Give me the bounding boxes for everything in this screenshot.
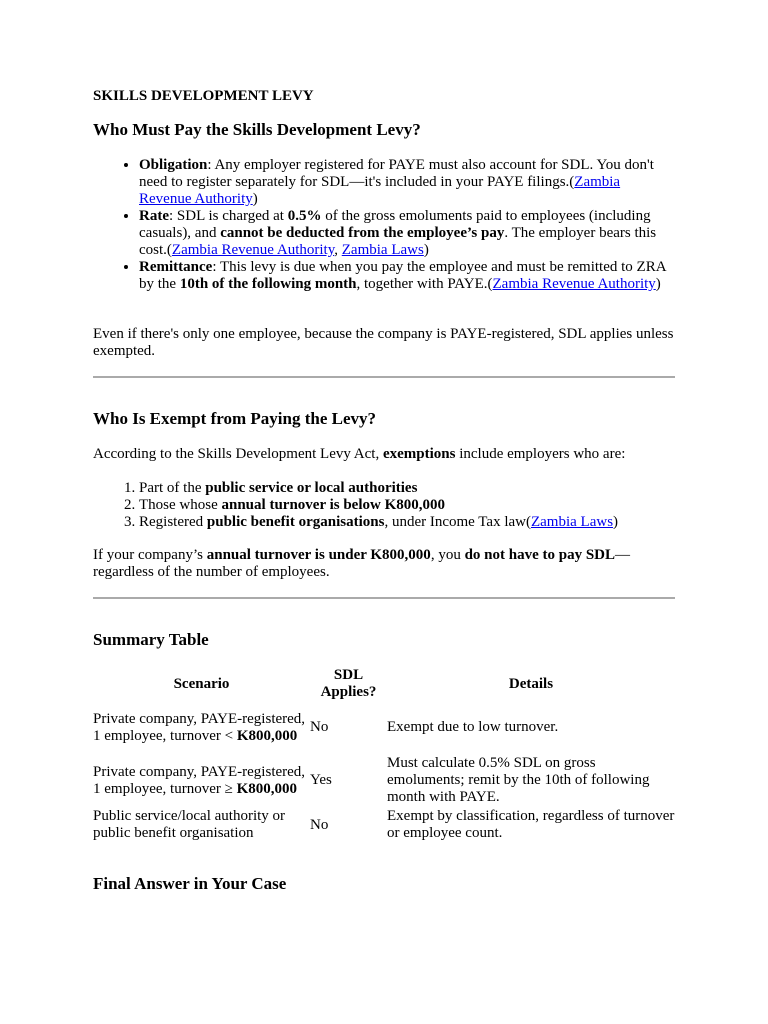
divider bbox=[93, 597, 675, 599]
list-item: • Rate: SDL is charged at 0.5% of the gross emoluments paid to employees (including casuals), and cannot be deducted from the employee’s pay. The employer bears this cost.(Zambia Revenue Authority, Zambia Laws) bbox=[139, 208, 675, 259]
list-item: • Remittance: This levy is due when you pay the employee and must be remitted to ZRA by the 10th of the following month, together with PAYE.(Zambia Revenue Authority) bbox=[139, 259, 675, 293]
zambia-laws-link[interactable]: Zambia Laws bbox=[341, 242, 424, 258]
list-item: 1. Part of the public service or local authorities bbox=[139, 480, 675, 497]
table-row bbox=[93, 701, 675, 754]
bullet-label: Rate bbox=[139, 208, 169, 224]
summary-table bbox=[93, 667, 675, 843]
bullet-label: Remittance bbox=[139, 259, 213, 275]
divider bbox=[93, 376, 675, 378]
cell-details: Must calculate 0.5% SDL on gross emoluments; remit by the 10th of following month with PAYE. bbox=[387, 755, 650, 805]
zambia-laws-link[interactable]: Zambia Laws bbox=[530, 514, 614, 530]
section-heading-summary-table: Summary Table bbox=[93, 630, 209, 649]
bullet-label: Obligation bbox=[139, 157, 208, 173]
document-title: SKILLS DEVELOPMENT LEVY bbox=[93, 88, 314, 104]
list-item: • Obligation: Any employer registered for PAYE must also account for SDL. You don't need to register separately for SDL—it's included in your PAYE filings.(Zambia Revenue Authority) bbox=[139, 157, 675, 208]
exemptions-list bbox=[93, 480, 675, 531]
table-row bbox=[93, 754, 675, 807]
zra-link[interactable]: Zambia Revenue Authority bbox=[139, 174, 621, 207]
paye-note: Even if there's only one employee, because the company is PAYE-registered, SDL applies unless exempted. bbox=[93, 326, 674, 359]
zra-link[interactable]: Zambia Revenue Authority bbox=[492, 276, 656, 292]
summary-table-wrapper bbox=[93, 667, 675, 843]
cell-applies: No bbox=[310, 719, 329, 735]
exemptions-intro: According to the Skills Development Levy Act, exemptions include employers who are: bbox=[93, 446, 626, 462]
column-header-sdl-applies: SDL Applies? bbox=[320, 667, 377, 700]
obligations-list bbox=[93, 157, 675, 293]
cell-details: Exempt by classification, regardless of turnover or employee count. bbox=[387, 808, 675, 841]
cell-scenario: Private company, PAYE-registered, 1 employee, turnover ≥ K800,000 bbox=[93, 763, 306, 797]
cell-scenario: Private company, PAYE-registered, 1 employee, turnover < K800,000 bbox=[93, 710, 306, 744]
section-heading-exemptions: Who Is Exempt from Paying the Levy? bbox=[93, 409, 377, 428]
cell-details: Exempt due to low turnover. bbox=[387, 719, 559, 735]
cell-applies: Yes bbox=[310, 772, 332, 788]
section-heading-final-answer: Final Answer in Your Case bbox=[93, 874, 287, 893]
column-header-scenario: Scenario bbox=[173, 675, 230, 692]
list-item: 3. Registered public benefit organisations, under Income Tax law(Zambia Laws) bbox=[139, 514, 675, 531]
zra-link[interactable]: Zambia Revenue Authority bbox=[171, 242, 335, 258]
section-heading-who-must-pay: Who Must Pay the Skills Development Levy? bbox=[93, 120, 421, 139]
exemption-conclusion: If your company’s annual turnover is under K800,000, you do not have to pay SDL— regardless of the number of employees. bbox=[93, 547, 631, 580]
cell-applies: No bbox=[310, 816, 329, 833]
cell-scenario: Public service/local authority or public benefit organisation bbox=[93, 808, 286, 841]
list-item: 2. Those whose annual turnover is below K800,000 bbox=[139, 497, 675, 514]
column-header-details: Details bbox=[508, 675, 554, 692]
table-header-row bbox=[93, 667, 675, 701]
table-row bbox=[93, 807, 675, 843]
